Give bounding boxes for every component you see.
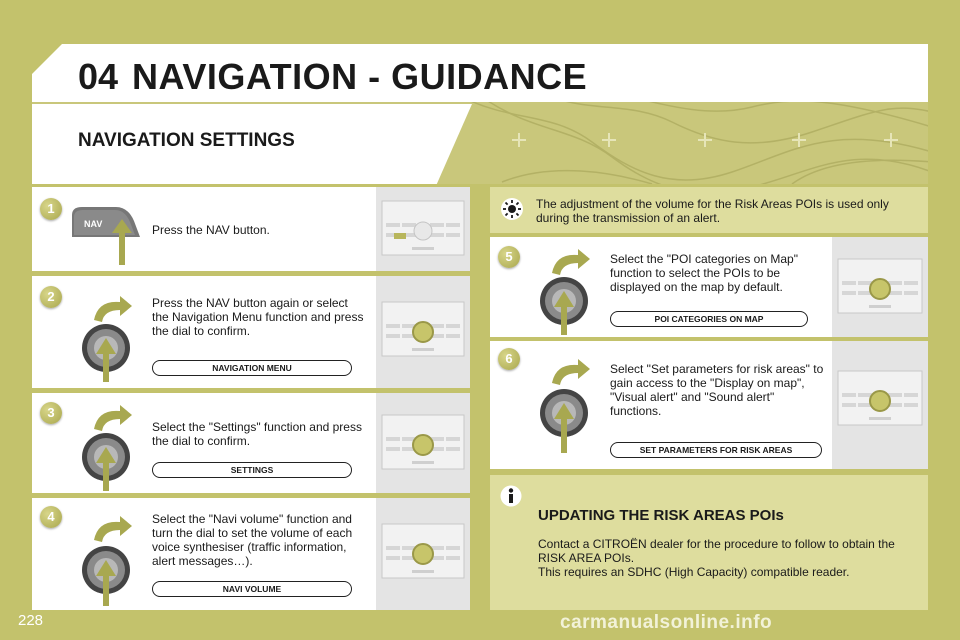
radio-panel-thumbnail	[832, 341, 928, 469]
step-badge-3: 3	[40, 402, 62, 424]
radio-panel-thumbnail	[376, 498, 470, 610]
step-2-text: Press the NAV button again or select the Navigation Menu function and press the dial to confirm.	[152, 296, 364, 338]
watermark: carmanualsonline.info	[560, 612, 773, 633]
menu-label-settings: SETTINGS	[152, 462, 352, 478]
menu-label-risk-areas: SET PARAMETERS FOR RISK AREAS	[610, 442, 822, 458]
menu-label-poi-categories: POI CATEGORIES ON MAP	[610, 311, 808, 327]
update-text: Contact a CITROËN dealer for the procedure to follow to obtain the RISK AREA POIs.	[538, 537, 895, 565]
info-icon	[500, 485, 522, 507]
menu-label-navi-volume: NAVI VOLUME	[152, 581, 352, 597]
page-number: 228	[18, 612, 44, 629]
step-badge-1: 1	[40, 198, 62, 220]
radio-panel-thumbnail	[376, 276, 470, 388]
dial-turn-icon	[76, 512, 146, 608]
dial-press-icon	[76, 401, 146, 491]
step-5-text: Select the "POI categories on Map" function to select the POIs to be displayed on the map by default.	[610, 252, 798, 294]
nav-button-label: NAV	[84, 219, 103, 229]
dial-turn-icon	[534, 355, 604, 455]
step-1-text: Press the NAV button.	[152, 223, 270, 237]
radio-unit-icon	[832, 237, 928, 337]
radio-unit-icon	[376, 276, 470, 388]
update-title: UPDATING THE RISK AREAS POIs	[538, 507, 784, 524]
step-badge-4: 4	[40, 506, 62, 528]
radio-unit-icon	[832, 341, 928, 469]
info-note-text: The adjustment of the volume for the Risk Areas POIs is used only during the transmission of an alert.	[536, 197, 889, 225]
radio-panel-thumbnail	[376, 187, 470, 271]
radio-panel-thumbnail	[376, 393, 470, 493]
radio-panel-thumbnail	[832, 237, 928, 337]
menu-label-navigation-menu: NAVIGATION MENU	[152, 360, 352, 376]
update-requirement: This requires an SDHC (High Capacity) compatible reader.	[538, 565, 850, 579]
chapter-title: NAVIGATION - GUIDANCE	[132, 56, 588, 97]
step-badge-2: 2	[40, 286, 62, 308]
sun-tip-icon	[500, 197, 524, 221]
section-title: NAVIGATION SETTINGS	[78, 130, 295, 151]
nav-button-icon	[68, 201, 148, 267]
step-badge-6: 6	[498, 348, 520, 370]
dial-press-icon	[76, 292, 146, 382]
step-3-text: Select the "Settings" function and press the dial to confirm.	[152, 420, 362, 448]
radio-unit-icon	[376, 498, 470, 610]
radio-unit-icon	[376, 187, 470, 271]
chapter-number: 04	[78, 56, 119, 97]
step-badge-5: 5	[498, 246, 520, 268]
step-4-text: Select the "Navi volume" function and turn the dial to set the volume of each voice synthesiser (traffic information, alert messages…).	[152, 512, 353, 568]
dial-press-icon	[534, 245, 604, 335]
radio-unit-icon	[376, 393, 470, 493]
step-6-text: Select "Set parameters for risk areas" to gain access to the "Display on map", "Visual alert" and "Sound alert" functions.	[610, 362, 824, 418]
